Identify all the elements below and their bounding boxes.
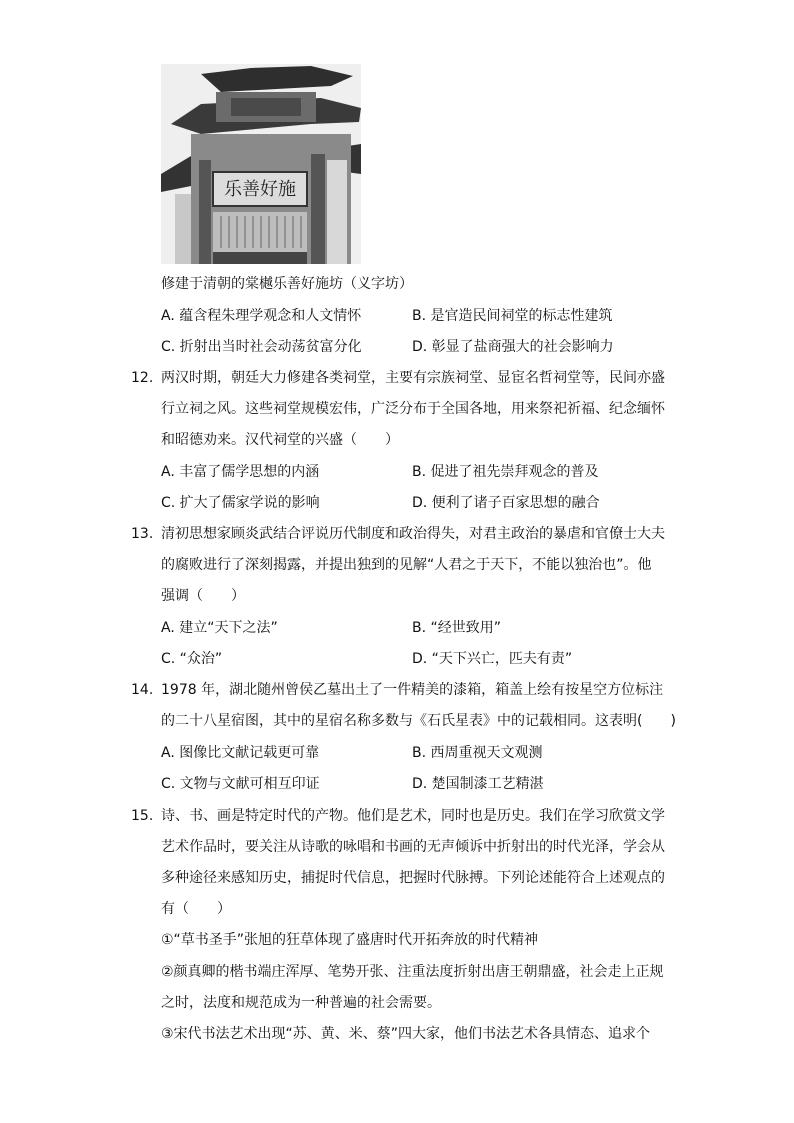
q12-option-a[interactable]: A. 丰富了儒学思想的内涵 [161, 464, 320, 480]
q12-number: 12. [131, 370, 154, 386]
q15-item-3: ③宋代书法艺术出现“苏、黄、米、蔡”四大家，他们书法艺术各具情态、追求个 [161, 1026, 651, 1042]
q15-stem-line-3: 多种途径来感知历史，捕捉时代信息，把握时代脉搏。下列论述能符合上述观点的 [161, 870, 665, 886]
q11-option-c[interactable]: C. 折射出当时社会动荡贫富分化 [161, 339, 362, 355]
q13-option-b[interactable]: B. “经世致用” [412, 620, 502, 636]
q14-number: 14. [131, 682, 154, 698]
q12-stem-line-3: 和昭德劝来。汉代祠堂的兴盛（ ） [161, 432, 399, 448]
memorial-archway-photo [161, 64, 361, 264]
q12-stem-line-1: 两汉时期，朝廷大力修建各类祠堂，主要有宗族祠堂、显宦名哲祠堂等，民间亦盛 [161, 370, 665, 386]
q13-stem-line-1: 清初思想家顾炎武结合评说历代制度和政治得失，对君主政治的暴虐和官僚士大夫 [161, 526, 665, 542]
q15-number: 15. [131, 808, 154, 824]
q14-stem-line-2: 的二十八星宿图，其中的星宿名称多数与《石氏星表》中的记载相同。这表明( ) [161, 713, 676, 729]
q15-item-2: ②颜真卿的楷书端庄浑厚、笔势开张、注重法度折射出唐王朝鼎盛，社会走上正规 [161, 964, 664, 980]
archway-illustration [161, 64, 361, 264]
q13-stem-line-3: 强调（ ） [161, 588, 245, 604]
q13-stem-line-2: 的腐败进行了深刻揭露，并提出独到的见解“人君之于天下，不能以独治也”。他 [161, 557, 652, 573]
q13-option-c[interactable]: C. “众治” [161, 651, 223, 667]
q14-option-a[interactable]: A. 图像比文献记载更可靠 [161, 745, 320, 761]
q12-option-b[interactable]: B. 促进了祖先崇拜观念的普及 [412, 464, 599, 480]
q15-stem-line-2: 艺术作品时，要关注从诗歌的咏唱和书画的无声倾诉中折射出的时代光泽，学会从 [161, 839, 665, 855]
image-caption: 修建于清朝的棠樾乐善好施坊（义字坊） [161, 276, 413, 292]
q14-option-c[interactable]: C. 文物与文献可相互印证 [161, 776, 320, 792]
q11-option-a[interactable]: A. 蕴含程朱理学观念和人文情怀 [161, 308, 362, 324]
q14-stem-line-1: 1978 年，湖北随州曾侯乙墓出土了一件精美的漆箱，箱盖上绘有按星空方位标注 [161, 682, 664, 698]
plaque-text: 乐善好施 [224, 179, 296, 200]
q15-stem-line-1: 诗、书、画是特定时代的产物。他们是艺术，同时也是历史。我们在学习欣赏文学 [161, 808, 665, 824]
q13-option-a[interactable]: A. 建立“天下之法” [161, 620, 278, 636]
q14-option-b[interactable]: B. 西周重视天文观测 [412, 745, 543, 761]
q11-option-b[interactable]: B. 是官造民间祠堂的标志性建筑 [412, 308, 613, 324]
q12-option-d[interactable]: D. 便利了诸子百家思想的融合 [412, 495, 600, 511]
q13-number: 13. [131, 526, 154, 542]
q15-item-1: ①“草书圣手”张旭的狂草体现了盛唐时代开拓奔放的时代精神 [161, 932, 539, 948]
q12-stem-line-2: 行立祠之风。这些祠堂规模宏伟，广泛分布于全国各地，用来祭祀祈福、纪念缅怀 [161, 401, 665, 417]
q12-option-c[interactable]: C. 扩大了儒家学说的影响 [161, 495, 320, 511]
q14-option-d[interactable]: D. 楚国制漆工艺精湛 [412, 776, 544, 792]
q13-option-d[interactable]: D. “天下兴亡，匹夫有责” [412, 651, 573, 667]
q15-stem-line-4: 有（ ） [161, 901, 231, 917]
q15-item-2-cont: 之时，法度和规范成为一种普遍的社会需要。 [161, 995, 441, 1011]
q11-option-d[interactable]: D. 彰显了盐商强大的社会影响力 [412, 339, 614, 355]
